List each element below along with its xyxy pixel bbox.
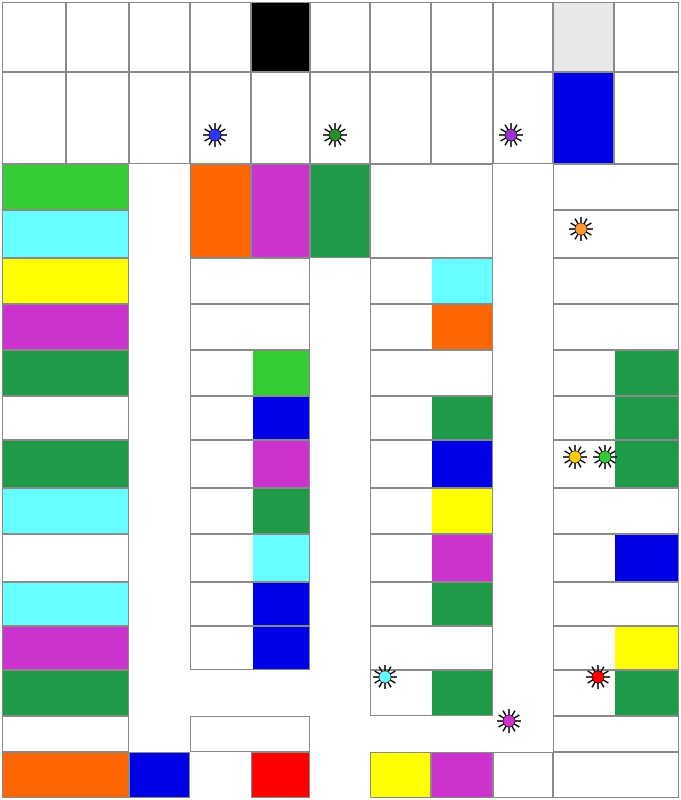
square-46-label [615, 671, 678, 715]
player-3-name [132, 4, 187, 67]
square-20[interactable] [190, 534, 310, 582]
square-9[interactable] [2, 534, 129, 582]
player-5-header [251, 2, 310, 72]
square-35[interactable] [370, 440, 493, 488]
square-62[interactable] [370, 72, 431, 164]
player-8-name [434, 4, 490, 67]
square-7-label [5, 443, 126, 474]
square-61[interactable] [431, 72, 493, 164]
player-4-header [190, 2, 251, 72]
square-38[interactable] [370, 582, 493, 626]
square-37-label [432, 535, 492, 581]
square-7[interactable] [2, 440, 129, 488]
header-blank-9 [553, 2, 614, 72]
square-47[interactable] [553, 626, 679, 670]
square-52[interactable] [553, 396, 679, 440]
square-15-label [132, 755, 187, 784]
square-48[interactable] [553, 582, 679, 626]
square-34[interactable] [370, 396, 493, 440]
square-31-label [432, 259, 492, 303]
square-15[interactable] [129, 752, 190, 798]
square-24[interactable] [190, 350, 310, 396]
square-46[interactable] [553, 670, 679, 716]
player-3-header [129, 2, 190, 72]
square-43-label [496, 755, 550, 784]
square-17-label [193, 719, 307, 738]
square-57[interactable] [553, 164, 679, 210]
square-50[interactable] [553, 488, 679, 534]
square-13-label [5, 719, 126, 738]
square-3[interactable] [2, 258, 129, 304]
square-20-label [253, 535, 309, 581]
square-38-label [432, 583, 492, 625]
square-48-label [615, 583, 678, 625]
square-33[interactable] [370, 350, 493, 396]
square-56-label [615, 211, 678, 257]
header-blank-10 [614, 2, 679, 72]
square-41-label [373, 755, 428, 784]
square-5[interactable] [2, 350, 129, 396]
square-45-label [615, 717, 678, 751]
square-58[interactable] [614, 72, 679, 164]
square-9-label [5, 537, 126, 568]
square-66-label [132, 75, 187, 150]
square-27[interactable] [190, 164, 251, 258]
square-24-label [253, 351, 309, 395]
square-42[interactable] [431, 752, 493, 798]
player-6-name [313, 4, 367, 67]
square-62-label [373, 75, 428, 150]
square-11[interactable] [2, 626, 129, 670]
square-44-label [556, 755, 676, 784]
player-9-header [493, 2, 553, 72]
square-19[interactable] [190, 582, 310, 626]
square-63[interactable] [310, 72, 370, 164]
square-12-label [5, 673, 126, 702]
square-25[interactable] [190, 304, 310, 350]
square-61-label [434, 75, 490, 150]
square-33-label [412, 353, 490, 382]
square-10-label [5, 585, 126, 612]
square-51-label [615, 441, 678, 487]
square-start-label [5, 75, 63, 150]
square-18-label [253, 627, 309, 669]
square-31[interactable] [370, 258, 493, 304]
square-start[interactable] [2, 72, 66, 164]
square-25-label [252, 307, 307, 336]
square-54[interactable] [553, 304, 679, 350]
square-35-label [432, 441, 492, 487]
square-42-label [434, 755, 490, 784]
token-player7-icon [585, 664, 611, 690]
square-41[interactable] [370, 752, 431, 798]
square-4[interactable] [2, 304, 129, 350]
square-4-label [5, 307, 126, 336]
square-59[interactable] [553, 72, 614, 164]
square-64[interactable] [251, 72, 310, 164]
square-1-label [5, 167, 126, 196]
square-49[interactable] [553, 534, 679, 582]
square-10[interactable] [2, 582, 129, 626]
square-12[interactable] [2, 670, 129, 716]
square-50-label [615, 489, 678, 533]
token-player6b-icon [372, 664, 398, 690]
square-16-label [254, 755, 307, 784]
square-59-label [556, 75, 611, 150]
square-54-label [615, 305, 678, 349]
square-21[interactable] [190, 488, 310, 534]
square-47-label [615, 627, 678, 669]
square-60[interactable] [493, 72, 553, 164]
square-6[interactable] [2, 396, 129, 440]
square-40-label [432, 671, 492, 715]
token-player3b-icon [592, 444, 618, 470]
player-1-header [2, 2, 66, 72]
square-14[interactable] [2, 752, 129, 798]
square-32-label [432, 305, 492, 349]
player-7-header [370, 2, 431, 72]
square-22-label [253, 441, 309, 487]
square-67-label [69, 75, 126, 150]
square-44[interactable] [553, 752, 679, 798]
token-player8-icon [498, 122, 524, 148]
square-11-label [5, 629, 126, 656]
square-65[interactable] [190, 72, 251, 164]
square-21-label [253, 489, 309, 533]
square-8[interactable] [2, 488, 129, 534]
token-player6-icon [568, 216, 594, 242]
square-18[interactable] [190, 626, 310, 670]
token-player4-icon [202, 122, 228, 148]
square-53-label [615, 351, 678, 395]
square-37[interactable] [370, 534, 493, 582]
square-55-label [615, 259, 678, 303]
square-13[interactable] [2, 716, 129, 752]
player-6-header [310, 2, 370, 72]
square-17[interactable] [190, 716, 310, 752]
square-67[interactable] [66, 72, 129, 164]
square-27-label [193, 167, 248, 244]
square-52-label [615, 397, 678, 439]
square-29-label [313, 167, 367, 244]
square-55[interactable] [553, 258, 679, 304]
player-7-name [373, 4, 428, 67]
square-3-label [5, 261, 126, 290]
square-43[interactable] [493, 752, 553, 798]
square-6-label [5, 399, 126, 426]
square-28-label [254, 167, 307, 244]
player-2-name [69, 4, 126, 70]
square-58-label [617, 75, 676, 150]
square-36-label [432, 489, 492, 533]
square-32[interactable] [370, 304, 493, 350]
player-1-name [5, 4, 63, 70]
player-4-name [193, 4, 248, 67]
player-2-header [66, 2, 129, 72]
square-36[interactable] [370, 488, 493, 534]
square-23[interactable] [190, 396, 310, 440]
player-8-header [431, 2, 493, 72]
square-16[interactable] [251, 752, 310, 798]
square-53[interactable] [553, 350, 679, 396]
square-1[interactable] [2, 164, 129, 210]
token-player3-icon [562, 444, 588, 470]
token-player8b-icon [496, 708, 522, 734]
game-board [2, 2, 679, 798]
square-19-label [253, 583, 309, 625]
square-23-label [253, 397, 309, 439]
square-66[interactable] [129, 72, 190, 164]
square-49-label [615, 535, 678, 581]
square-2-label [5, 213, 126, 244]
square-26-label [252, 261, 307, 290]
square-14-label [5, 755, 126, 784]
square-26[interactable] [190, 258, 310, 304]
square-57-label [615, 165, 678, 209]
square-34-label [432, 397, 492, 439]
square-29[interactable] [310, 164, 370, 258]
square-22[interactable] [190, 440, 310, 488]
square-2[interactable] [2, 210, 129, 258]
player-9-name [496, 4, 550, 67]
square-30[interactable] [370, 164, 493, 258]
square-39-label [412, 629, 490, 656]
token-player9-icon [322, 122, 348, 148]
player-5-name [254, 4, 307, 67]
square-5-label [5, 353, 126, 382]
square-28[interactable] [251, 164, 310, 258]
square-64-label [254, 75, 307, 150]
square-45[interactable] [553, 716, 679, 752]
square-30-label [373, 167, 490, 244]
square-8-label [5, 491, 126, 520]
